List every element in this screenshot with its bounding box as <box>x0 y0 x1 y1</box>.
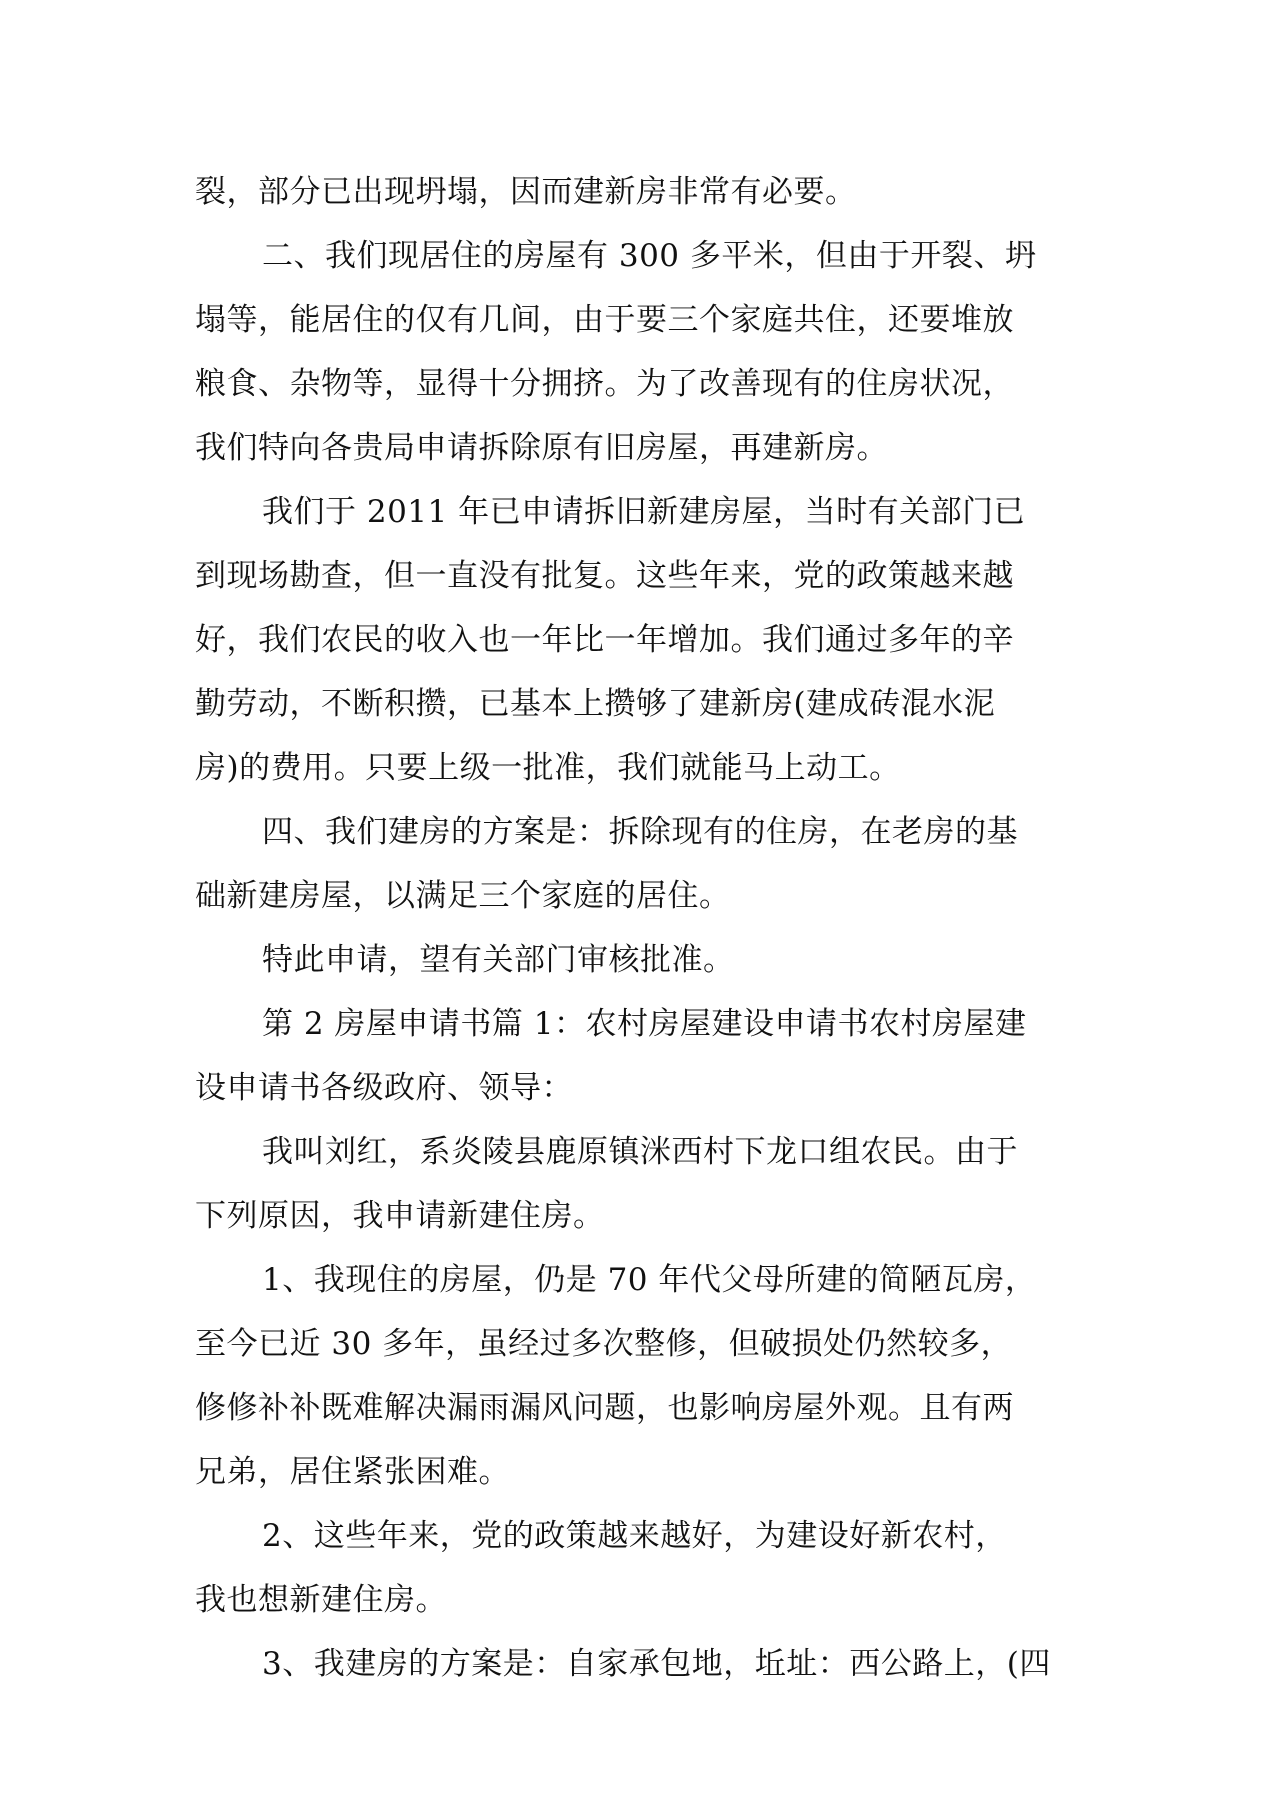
text-line: 础新建房屋，以满足三个家庭的居住。 <box>195 878 731 914</box>
text-line: 第 2 房屋申请书篇 1：农村房屋建设申请书农村房屋建 <box>262 1006 1027 1042</box>
text-line: 我也想新建住房。 <box>195 1582 447 1618</box>
text-line: 2、这些年来，党的政策越来越好，为建设好新农村， <box>262 1518 1007 1554</box>
text-line: 塌等，能居住的仅有几间，由于要三个家庭共住，还要堆放 <box>195 302 1014 338</box>
text-line: 我们特向各贵局申请拆除原有旧房屋，再建新房。 <box>195 430 888 466</box>
text-line: 我们于 2011 年已申请拆旧新建房屋，当时有关部门已 <box>262 494 1026 530</box>
text-line: 到现场勘查，但一直没有批复。这些年来，党的政策越来越 <box>195 558 1014 594</box>
text-line: 裂，部分已出现坍塌，因而建新房非常有必要。 <box>195 174 857 210</box>
text-line: 1、我现住的房屋，仍是 70 年代父母所建的简陋瓦房， <box>262 1262 1037 1298</box>
text-line: 兄弟，居住紧张困难。 <box>195 1454 510 1490</box>
text-line: 修修补补既难解决漏雨漏风问题，也影响房屋外观。且有两 <box>195 1390 1014 1426</box>
text-line: 四、我们建房的方案是：拆除现有的住房，在老房的基 <box>262 814 1018 850</box>
text-line: 勤劳动，不断积攒，已基本上攒够了建新房(建成砖混水泥 <box>195 686 996 722</box>
text-line: 3、我建房的方案是：自家承包地，坵址：西公路上，(四 <box>262 1646 1051 1682</box>
text-line: 我叫刘红，系炎陵县鹿原镇洣西村下龙口组农民。由于 <box>262 1134 1018 1170</box>
text-line: 设申请书各级政府、领导： <box>195 1070 573 1106</box>
text-line: 至今已近 30 多年，虽经过多次整修，但破损处仍然较多， <box>195 1326 1013 1362</box>
text-line: 特此申请，望有关部门审核批准。 <box>262 942 735 978</box>
text-line: 二、我们现居住的房屋有 300 多平米，但由于开裂、坍 <box>262 238 1037 274</box>
text-line: 粮食、杂物等，显得十分拥挤。为了改善现有的住房状况， <box>195 366 1014 402</box>
text-line: 下列原因，我申请新建住房。 <box>195 1198 605 1234</box>
text-line: 好，我们农民的收入也一年比一年增加。我们通过多年的辛 <box>195 622 1014 658</box>
text-line: 房)的费用。只要上级一批准，我们就能马上动工。 <box>195 750 901 786</box>
